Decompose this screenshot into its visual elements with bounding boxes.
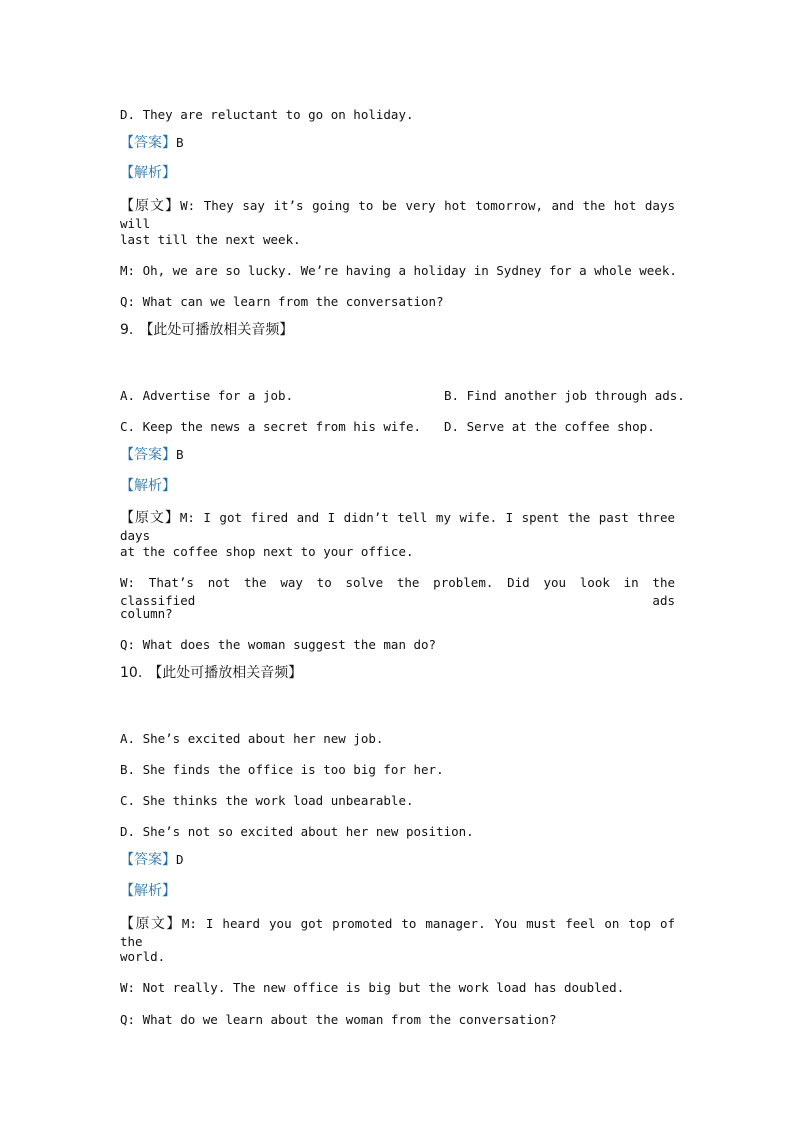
q9-analysis-tag <box>120 477 176 495</box>
q9-answer <box>120 446 184 464</box>
q8-original-line-2: last till the next week. <box>120 232 301 247</box>
answer-tag: 【答案】 <box>120 447 176 463</box>
q10-option-d: D. She’s not so excited about her new position. <box>120 824 474 839</box>
q9-option-a: A. Advertise for a job. <box>120 388 294 403</box>
original-text: W: They say it’s going to be very hot tomorrow, and the hot days will <box>120 198 676 231</box>
q8-analysis-tag <box>120 164 176 182</box>
q10-option-b: B. She finds the office is too big for her. <box>120 762 444 777</box>
q9-header <box>120 321 293 339</box>
analysis-tag: 【解析】 <box>120 478 176 494</box>
q10-option-c: C. She thinks the work load unbearable. <box>120 793 414 808</box>
q8-option-d: D. They are reluctant to go on holiday. <box>120 107 414 122</box>
q10-dialog-w: W: Not really. The new office is big but the work load has doubled. <box>120 980 625 995</box>
q9-original-line-2: at the coffee shop next to your office. <box>120 544 414 559</box>
q8-original-line-1 <box>120 197 675 233</box>
q10-analysis-tag <box>120 882 176 900</box>
original-tag: 【原文】 <box>120 510 180 526</box>
q9-option-c: C. Keep the news a secret from his wife. <box>120 419 422 434</box>
original-tag: 【原文】 <box>120 916 182 932</box>
q10-header <box>120 664 302 682</box>
q9-original-line-1 <box>120 509 675 545</box>
q9-dialog-w-1: W: That’s not the way to solve the problem. Did you look in the classified ads <box>120 575 675 608</box>
question-number: 10. <box>120 665 143 681</box>
original-text: M: I got fired and I didn’t tell my wife. I spent the past three days <box>120 510 676 543</box>
answer-value: B <box>176 135 184 150</box>
q9-option-b: B. Find another job through ads. <box>444 388 685 403</box>
q10-original-line-2: world. <box>120 949 166 964</box>
q8-question: Q: What can we learn from the conversation? <box>120 294 444 309</box>
answer-value: B <box>176 447 184 462</box>
q10-question: Q: What do we learn about the woman from the conversation? <box>120 1012 557 1027</box>
analysis-tag: 【解析】 <box>120 883 176 899</box>
audio-placeholder: 【此处可播放相关音频】 <box>139 322 294 338</box>
answer-tag: 【答案】 <box>120 852 176 868</box>
q9-option-d: D. Serve at the coffee shop. <box>444 419 655 434</box>
q8-dialog-m: M: Oh, we are so lucky. We’re having a holiday in Sydney for a whole week. <box>120 263 677 278</box>
q10-answer <box>120 851 184 869</box>
q9-dialog-w-2: column? <box>120 606 173 621</box>
answer-value: D <box>176 852 184 867</box>
original-tag: 【原文】 <box>120 198 181 214</box>
answer-tag: 【答案】 <box>120 135 176 151</box>
q10-option-a: A. She’s excited about her new job. <box>120 731 384 746</box>
question-number: 9. <box>120 322 134 338</box>
audio-placeholder: 【此处可播放相关音频】 <box>148 665 303 681</box>
original-text: M: I heard you got promoted to manager. You must feel on top of the <box>120 916 675 949</box>
q9-question: Q: What does the woman suggest the man do? <box>120 637 437 652</box>
analysis-tag: 【解析】 <box>120 165 176 181</box>
q10-original-line-1 <box>120 915 675 951</box>
q8-answer <box>120 134 184 152</box>
